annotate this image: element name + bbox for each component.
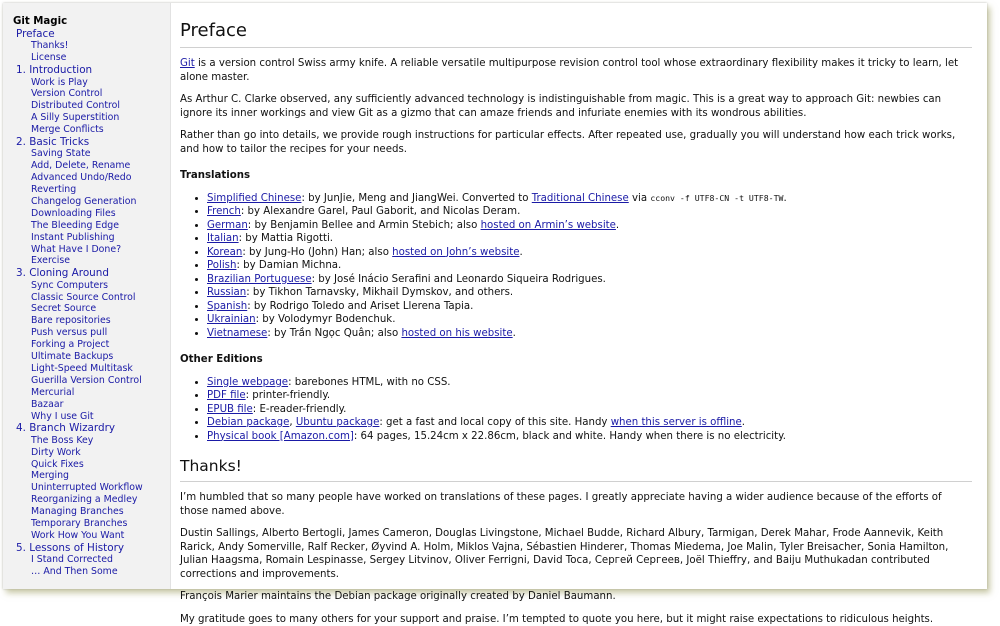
gratitude-paragraph: My gratitude goes to many others for your support and praise. I’m tempted to quote you here, but it might raise expectations to ridiculous heights. xyxy=(180,613,972,626)
toc-section[interactable]: Secret Source xyxy=(3,303,170,315)
list-item xyxy=(207,416,972,430)
toc-section[interactable]: Exercise xyxy=(3,255,170,267)
translation-credit: . xyxy=(513,328,516,339)
list-item xyxy=(207,376,972,390)
list-item xyxy=(207,273,972,287)
toc-section[interactable]: Managing Branches xyxy=(3,506,170,518)
russian-link[interactable]: Russian xyxy=(207,287,246,298)
toc-list xyxy=(3,28,170,578)
clarke-paragraph: As Arthur C. Clarke observed, any sufficiently advanced technology is indistinguishable from magic. This is a great way to approach Git: newbies can ignore its inner workings and view Git as a gizmo that can amaze friends and infuriate enemies with its wondrous abilities. xyxy=(180,93,972,120)
german-link[interactable]: German xyxy=(207,220,248,231)
toc-section[interactable]: Work is Play xyxy=(3,77,170,89)
toc-chapter[interactable]: 2. Basic Tricks xyxy=(3,136,170,148)
list-item xyxy=(207,232,972,246)
toc-section[interactable]: The Bleeding Edge xyxy=(3,220,170,232)
toc-section[interactable]: Thanks! xyxy=(3,40,170,52)
translation-credit: . xyxy=(519,247,522,258)
edition-text: : printer-friendly. xyxy=(246,390,331,401)
sidebar-toc xyxy=(3,3,171,589)
translations-list xyxy=(180,192,972,341)
toc-section[interactable]: Reverting xyxy=(3,184,170,196)
physical-book-link[interactable]: Physical book [Amazon.com] xyxy=(207,431,354,442)
toc-section[interactable]: Add, Delete, Rename xyxy=(3,160,170,172)
toc-section[interactable]: Downloading Files xyxy=(3,208,170,220)
debian-maintainer-paragraph: François Marier maintains the Debian package originally created by Daniel Baumann. xyxy=(180,590,972,604)
toc-section[interactable]: Work How You Want xyxy=(3,530,170,542)
list-item xyxy=(207,430,972,444)
italian-link[interactable]: Italian xyxy=(207,233,239,244)
toc-section[interactable]: License xyxy=(3,52,170,64)
vietnamese-link[interactable]: Vietnamese xyxy=(207,328,267,339)
list-item xyxy=(207,259,972,273)
translation-credit: : by Trần Ngọc Quân; also xyxy=(267,328,401,339)
toc-section[interactable]: Temporary Branches xyxy=(3,518,170,530)
server-offline-link[interactable]: when this server is offline xyxy=(611,417,742,428)
toc-section[interactable]: Merging xyxy=(3,470,170,482)
translation-credit: via xyxy=(629,193,651,204)
edition-text: : 64 pages, 15.24cm x 22.86cm, black and white. Handy when there is no electricity. xyxy=(354,431,786,442)
traditional-chinese-link[interactable]: Traditional Chinese xyxy=(532,193,629,204)
details-paragraph: Rather than go into details, we provide rough instructions for particular effects. After repeated use, gradually you will understand how each trick works, and how to tailor the recipes for your needs. xyxy=(180,129,972,156)
polish-link[interactable]: Polish xyxy=(207,260,236,271)
toc-section[interactable]: Saving State xyxy=(3,148,170,160)
translation-credit: : by Alexandre Garel, Paul Gaborit, and Nicolas Deram. xyxy=(241,206,520,217)
single-webpage-link[interactable]: Single webpage xyxy=(207,377,288,388)
toc-section[interactable]: Sync Computers xyxy=(3,280,170,292)
list-item xyxy=(207,192,972,206)
debian-package-link[interactable]: Debian package xyxy=(207,417,289,428)
toc-section[interactable]: Why I use Git xyxy=(3,411,170,423)
list-item xyxy=(207,246,972,260)
edition-text: : barebones HTML, with no CSS. xyxy=(288,377,450,388)
toc-section[interactable]: Distributed Control xyxy=(3,100,170,112)
pdf-link[interactable]: PDF file xyxy=(207,390,246,401)
toc-section[interactable]: Uninterrupted Workflow xyxy=(3,482,170,494)
list-item xyxy=(207,403,972,417)
his-website-link[interactable]: hosted on his website xyxy=(401,328,512,339)
toc-section[interactable]: Push versus pull xyxy=(3,327,170,339)
other-editions-heading: Other Editions xyxy=(180,353,972,367)
translation-credit: : by Mattia Rigotti. xyxy=(239,233,333,244)
translation-credit: : by Damian Michna. xyxy=(236,260,341,271)
toc-section[interactable]: Ultimate Backups xyxy=(3,351,170,363)
translation-credit: : by Rodrigo Toledo and Ariset Llerena Tapia. xyxy=(247,301,473,312)
list-item xyxy=(207,327,972,341)
translation-credit: . xyxy=(783,193,786,204)
toc-chapter[interactable]: 5. Lessons of History xyxy=(3,542,170,554)
toc-section[interactable]: Instant Publishing xyxy=(3,232,170,244)
list-item xyxy=(207,205,972,219)
toc-section[interactable]: Version Control xyxy=(3,88,170,100)
toc-section[interactable]: I Stand Corrected xyxy=(3,554,170,566)
toc-section[interactable]: Bazaar xyxy=(3,399,170,411)
armin-website-link[interactable]: hosted on Armin’s website xyxy=(481,220,616,231)
list-item xyxy=(207,219,972,233)
toc-chapter[interactable]: 1. Introduction xyxy=(3,64,170,76)
toc-section[interactable]: Quick Fixes xyxy=(3,459,170,471)
brazilian-portuguese-link[interactable]: Brazilian Portuguese xyxy=(207,274,312,285)
contributors-paragraph: Dustin Sallings, Alberto Bertogli, James Cameron, Douglas Livingstone, Michael Budde, Richard Albury, Tarmigan, Derek Mahar, Frode Aannevik, Keith Rarick, Andy Somerville, Ralf Recker, Øyvind A. Holm, Miklos Vajna, Sébastien Hinderer, Thomas Miedema, Joe Malin, Tyler Breisacher, Sonia Hamilton, Julian Haagsma, Romain Lespinasse, Sergey Litvinov, Oliver Ferrigni, David Toca, Сергей Сергеев, Joël Thieffry, and Baiju Muthukadan contributed corrections and improvements. xyxy=(180,527,972,581)
sidebar-title: Git Magic xyxy=(3,16,170,28)
list-item xyxy=(207,313,972,327)
translation-credit: : by Benjamin Bellee and Armin Stebich; also xyxy=(248,220,481,231)
toc-section[interactable]: Bare repositories xyxy=(3,315,170,327)
git-link[interactable]: Git xyxy=(180,58,195,69)
toc-chapter[interactable]: 3. Cloning Around xyxy=(3,267,170,279)
simplified-chinese-link[interactable]: Simplified Chinese xyxy=(207,193,301,204)
translation-credit: : by Jung-Ho (John) Han; also xyxy=(242,247,392,258)
list-item xyxy=(207,286,972,300)
french-link[interactable]: French xyxy=(207,206,241,217)
translation-credit: : by José Inácio Serafini and Leonardo Siqueira Rodrigues. xyxy=(312,274,606,285)
intro-paragraph xyxy=(180,57,972,84)
toc-section[interactable]: Advanced Undo/Redo xyxy=(3,172,170,184)
list-item xyxy=(207,389,972,403)
epub-link[interactable]: EPUB file xyxy=(207,404,253,415)
main-content xyxy=(180,3,972,589)
intro-text: is a version control Swiss army knife. A reliable versatile multipurpose revision control tool whose extraordinary flexibility makes it tricky to learn, let alone master. xyxy=(180,58,958,83)
toc-section[interactable]: Classic Source Control xyxy=(3,292,170,304)
edition-text: . xyxy=(742,417,745,428)
edition-text: : get a fast and local copy of this site. Handy xyxy=(379,417,610,428)
translation-credit: : by JunJie, Meng and JiangWei. Converted to xyxy=(301,193,531,204)
toc-section[interactable]: Forking a Project xyxy=(3,339,170,351)
spanish-link[interactable]: Spanish xyxy=(207,301,247,312)
toc-section[interactable]: Dirty Work xyxy=(3,447,170,459)
korean-link[interactable]: Korean xyxy=(207,247,242,258)
toc-section[interactable]: Changelog Generation xyxy=(3,196,170,208)
toc-section[interactable]: … And Then Some xyxy=(3,566,170,578)
toc-section[interactable]: Merge Conflicts xyxy=(3,124,170,136)
john-website-link[interactable]: hosted on John’s website xyxy=(392,247,519,258)
cconv-command: cconv -f UTF8-CN -t UTF8-TW xyxy=(650,193,783,203)
ubuntu-package-link[interactable]: Ubuntu package xyxy=(296,417,380,428)
toc-section[interactable]: Light-Speed Multitask xyxy=(3,363,170,375)
translations-heading: Translations xyxy=(180,169,972,183)
toc-section[interactable]: A Silly Superstition xyxy=(3,112,170,124)
edition-text: , xyxy=(289,417,295,428)
toc-section[interactable]: The Boss Key xyxy=(3,435,170,447)
thanks-heading: Thanks! xyxy=(180,457,972,482)
ukrainian-link[interactable]: Ukrainian xyxy=(207,314,256,325)
toc-chapter[interactable]: 4. Branch Wizardry xyxy=(3,422,170,434)
page-title: Preface xyxy=(180,20,972,48)
toc-section[interactable]: Guerilla Version Control xyxy=(3,375,170,387)
translation-credit: : by Volodymyr Bodenchuk. xyxy=(256,314,396,325)
toc-section[interactable]: Mercurial xyxy=(3,387,170,399)
toc-chapter[interactable]: Preface xyxy=(3,28,170,40)
thanks-paragraph-1: I’m humbled that so many people have worked on translations of these pages. I greatly appreciate having a wider audience because of the efforts of those named above. xyxy=(180,491,972,518)
list-item xyxy=(207,300,972,314)
toc-section[interactable]: Reorganizing a Medley xyxy=(3,494,170,506)
toc-section[interactable]: What Have I Done? xyxy=(3,244,170,256)
translation-credit: : by Tikhon Tarnavsky, Mikhail Dymskov, and others. xyxy=(246,287,513,298)
page-frame xyxy=(3,3,987,589)
edition-text: : E-reader-friendly. xyxy=(253,404,347,415)
translation-credit: . xyxy=(616,220,619,231)
editions-list xyxy=(180,376,972,444)
